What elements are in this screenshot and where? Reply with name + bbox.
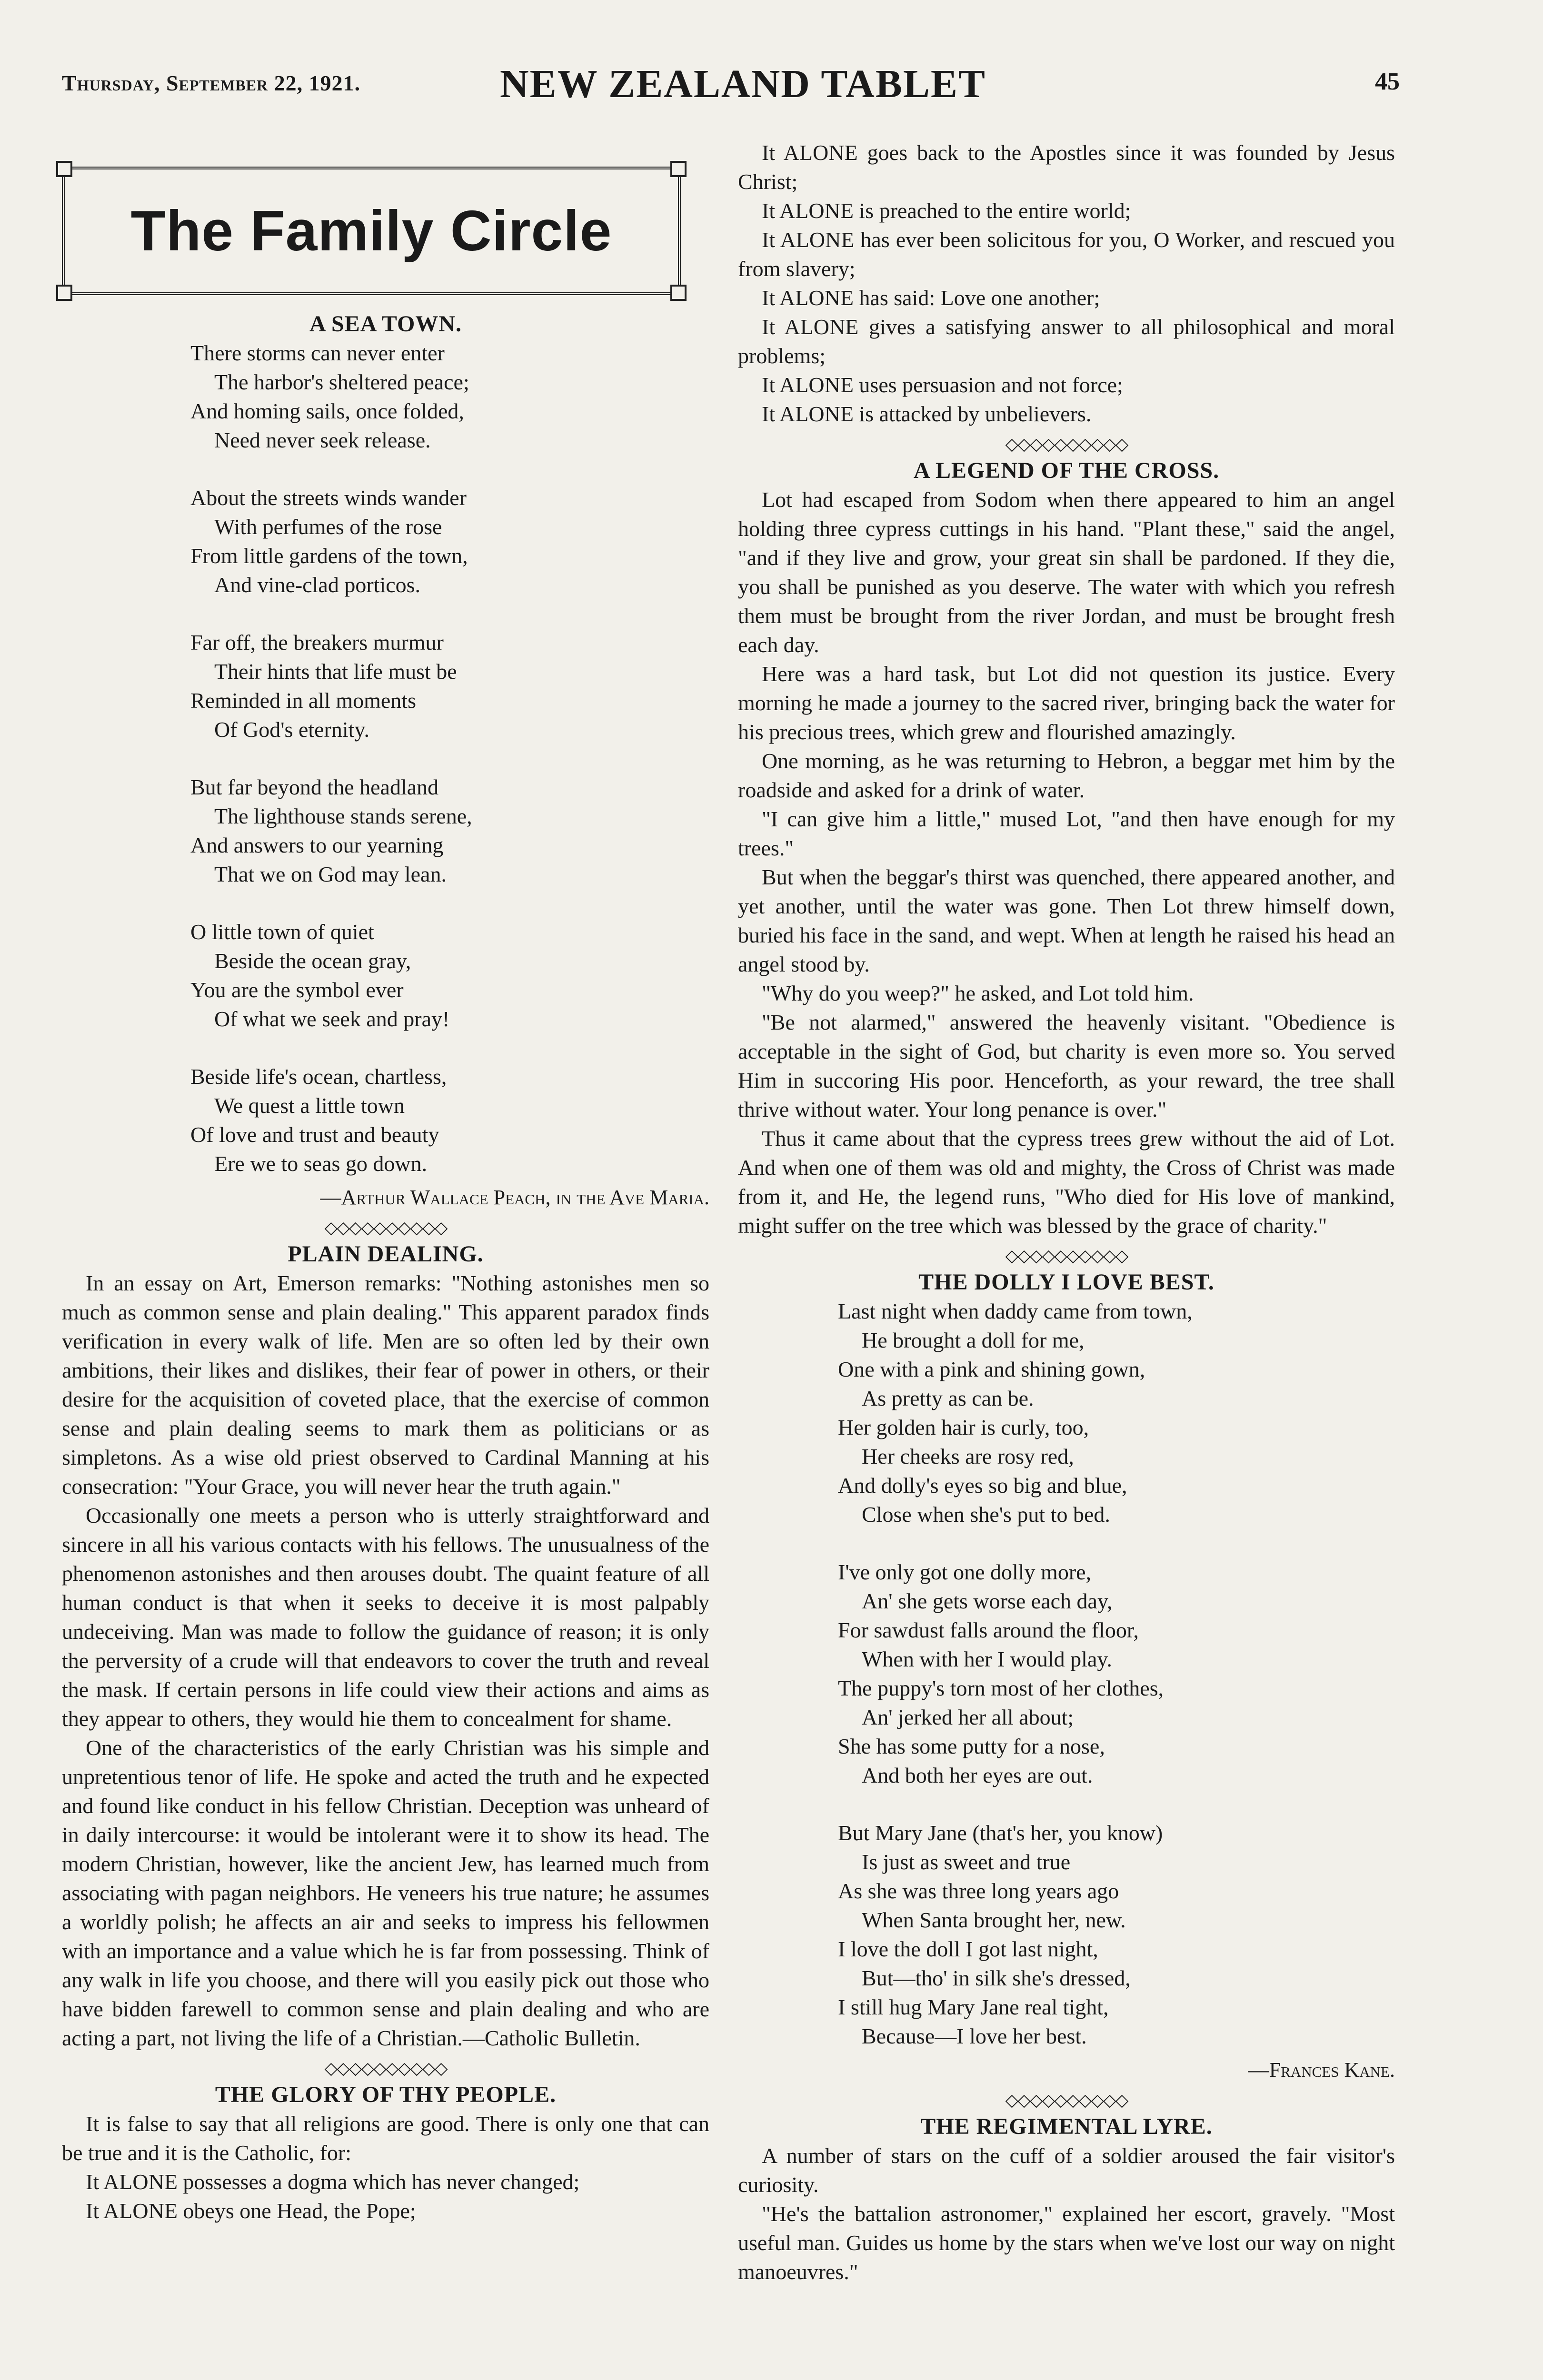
glory-list-item: It ALONE gives a satisfying answer to all philosophical and moral problems; xyxy=(738,315,1395,368)
poem-line: Her golden hair is curly, too, xyxy=(838,1415,1089,1439)
glory-intro: It is false to say that all religions are good. There is only one that can be true and it is the Catholic, for: xyxy=(62,2112,709,2165)
right-column xyxy=(738,138,1395,2286)
stanza xyxy=(838,1818,1395,2051)
paragraph: "Be not alarmed," answered the heavenly visitant. "Obedience is acceptable in the sight of God, but charity is even more so. You served Him in succoring His poor. Henceforth, as your reward, the tree shall thrive without water. Your long penance is over." xyxy=(738,1010,1395,1121)
poem-line: And homing sails, once folded, xyxy=(190,399,464,423)
glory-list-left xyxy=(62,2167,709,2225)
stanza xyxy=(190,773,709,889)
poem-line: From little gardens of the town, xyxy=(190,544,468,568)
poem-line: When with her I would play. xyxy=(862,1647,1112,1671)
article-title-lyre: THE REGIMENTAL LYRE. xyxy=(920,2114,1213,2139)
poem-line: I still hug Mary Jane real tight, xyxy=(838,1995,1109,2019)
poem-line: Because—I love her best. xyxy=(862,2024,1087,2048)
ornament-divider: ◇◇◇◇◇◇◇◇◇◇ xyxy=(1005,435,1128,454)
ornament-divider: ◇◇◇◇◇◇◇◇◇◇ xyxy=(1005,2091,1128,2110)
poem-line: With perfumes of the rose xyxy=(214,515,442,539)
stanza xyxy=(838,1557,1395,1790)
glory-list-item: It ALONE possesses a dogma which has never changed; xyxy=(86,2170,580,2194)
poem-attribution: —Frances Kane. xyxy=(1248,2058,1395,2082)
glory-list-item: It ALONE goes back to the Apostles since it was founded by Jesus Christ; xyxy=(738,140,1395,194)
glory-list-item: It ALONE obeys one Head, the Pope; xyxy=(86,2199,416,2223)
newspaper-title: NEW ZEALAND TABLET xyxy=(500,62,986,106)
poem-line: And vine-clad porticos. xyxy=(214,573,421,597)
glory-list-right xyxy=(738,138,1395,428)
glory-list-item: It ALONE has ever been solicitous for you, O Worker, and rescued you from slavery; xyxy=(738,228,1395,281)
poem-line: There storms can never enter xyxy=(190,341,445,365)
poem-attribution: —Arthur Wallace Peach, in the Ave Maria. xyxy=(320,1186,709,1209)
poem-line: Of what we seek and pray! xyxy=(214,1007,450,1031)
paragraph: Thus it came about that the cypress trees grew without the aid of Lot. And when one of them was old and mighty, the Cross of Christ was made from it, and He, the legend runs, "Who died for His love of mankind, might suffer on the tree which was blessed by the grace of charity." xyxy=(738,1126,1395,1238)
poem-line: And both her eyes are out. xyxy=(862,1763,1093,1787)
stanza xyxy=(838,1297,1395,1529)
poem-line: Last night when daddy came from town, xyxy=(838,1299,1193,1323)
poem-line: O little town of quiet xyxy=(190,920,374,944)
poem-line: The harbor's sheltered peace; xyxy=(214,370,469,394)
section-heading: The Family Circle xyxy=(130,199,612,263)
poem-line: Their hints that life must be xyxy=(214,659,457,684)
poem-title-dolly: THE DOLLY I LOVE BEST. xyxy=(918,1269,1214,1295)
poem-line: The puppy's torn most of her clothes, xyxy=(838,1676,1164,1700)
box-corner-ornament xyxy=(56,161,72,177)
poem-line: But—tho' in silk she's dressed, xyxy=(862,1966,1131,1990)
poem-line: For sawdust falls around the floor, xyxy=(838,1618,1139,1642)
paragraph: Here was a hard task, but Lot did not question its justice. Every morning he made a journey to the sacred river, bringing back the water for his precious trees, which grew and flourished amazingly. xyxy=(738,662,1395,744)
paragraph: Occasionally one meets a person who is utterly straightforward and sincere in all his various contacts with his fellows. The unusualness of the phenomenon astonishes and then arouses doubt. The quaint feature of all human conduct is that when it seeks to deceive it is most palpably undeceiving. Man was made to follow the guidance of reason; it is only the perversity of a crude will that endeavors to cover the truth and reveal the mask. If certain persons in life could view their actions and aims as they appear to others, they would hie them to concealment for shame. xyxy=(62,1503,709,1731)
box-corner-ornament xyxy=(670,161,687,177)
box-corner-ornament xyxy=(670,285,687,301)
poem-line: Close when she's put to bed. xyxy=(862,1502,1110,1527)
glory-list-item: It ALONE uses persuasion and not force; xyxy=(762,373,1123,397)
ornament-divider: ◇◇◇◇◇◇◇◇◇◇ xyxy=(324,2059,447,2078)
poem-sea-town xyxy=(62,338,709,1178)
page-number: 45 xyxy=(1375,68,1400,95)
poem-line: Ere we to seas go down. xyxy=(214,1151,428,1176)
poem-line: I love the doll I got last night, xyxy=(838,1937,1098,1961)
article-title-glory: THE GLORY OF THY PEOPLE. xyxy=(215,2082,557,2107)
glory-list-item: It ALONE has said: Love one another; xyxy=(762,286,1100,310)
poem-line: Far off, the breakers murmur xyxy=(190,630,444,654)
poem-line: As she was three long years ago xyxy=(838,1879,1119,1903)
ornament-divider: ◇◇◇◇◇◇◇◇◇◇ xyxy=(324,1218,447,1237)
poem-line: When Santa brought her, new. xyxy=(862,1908,1126,1932)
article-title-plain-dealing: PLAIN DEALING. xyxy=(288,1241,484,1267)
poem-line: As pretty as can be. xyxy=(862,1386,1034,1410)
section-heading-box xyxy=(62,167,681,295)
stanza xyxy=(190,338,709,455)
paragraph: But when the beggar's thirst was quenched, there appeared another, and yet another, until the water was gone. Then Lot threw himself down, buried his face in the sand, and wept. When at length he raised his head an angel stood by. xyxy=(738,865,1395,976)
stanza xyxy=(190,483,709,599)
poem-title-sea-town: A SEA TOWN. xyxy=(309,311,462,337)
poem-line: And answers to our yearning xyxy=(190,833,444,857)
ornament-divider: ◇◇◇◇◇◇◇◇◇◇ xyxy=(1005,1246,1128,1265)
stanza xyxy=(190,917,709,1033)
article-plain-dealing xyxy=(62,1269,709,2053)
article-title-legend: A LEGEND OF THE CROSS. xyxy=(913,458,1220,483)
poem-line: Of God's eternity. xyxy=(214,717,369,742)
poem-dolly xyxy=(738,1297,1395,2051)
article-lyre xyxy=(738,2141,1395,2286)
poem-line: Reminded in all moments xyxy=(190,688,416,713)
poem-line: He brought a doll for me, xyxy=(862,1328,1085,1352)
poem-line: An' she gets worse each day, xyxy=(862,1589,1113,1613)
poem-line: She has some putty for a nose, xyxy=(838,1734,1105,1758)
paragraph: "Why do you weep?" he asked, and Lot told him. xyxy=(762,981,1194,1005)
poem-line: Of love and trust and beauty xyxy=(190,1122,439,1147)
poem-line: Is just as sweet and true xyxy=(862,1850,1071,1874)
glory-list-item: It ALONE is attacked by unbelievers. xyxy=(762,402,1092,426)
box-corner-ornament xyxy=(56,285,72,301)
paragraph: Lot had escaped from Sodom when there appeared to him an angel holding three cypress cuttings in his hand. "Plant these," said the angel, "and if they live and grow, your great sin shall be pardoned. If they die, you shall be punished as you deserve. The water with which you refresh them must be brought from the river Jordan, and must be brought fresh each day. xyxy=(738,487,1395,657)
poem-line: Beside life's ocean, chartless, xyxy=(190,1064,447,1089)
paragraph: One of the characteristics of the early Christian was his simple and unpretentious tenor of life. He spoke and acted the truth and he expected and found like conduct in his fellow Christian. Deception was unheard of in daily intercourse: it would be intolerant were it to show its head. The modern Christian, however, like the ancient Jew, has learned much from associating with pagan neighbors. He veneers his true nature; he assumes a worldly polish; he affects an air and seeks to impress his fellowmen with an importance and a value which he is far from possessing. Think of any walk in life you choose, and there will you easily pick out those who have bidden farewell to common sense and plain dealing and who are acting a part, not living the life of a Christian.—Catholic Bulletin. xyxy=(62,1735,709,2050)
paragraph: In an essay on Art, Emerson remarks: "Nothing astonishes men so much as common sense and plain dealing." This apparent paradox finds verification in every walk of life. Men are so often led by their own ambitions, their likes and dislikes, their fear of power in others, or their desire for the acquisition of coveted place, that the exercise of common sense and plain dealing seems to mark them as politicians or as simpletons. As a wise old priest observed to Cardinal Manning at his consecration: "Your Grace, you will never hear the truth again." xyxy=(62,1271,709,1498)
paragraph: A number of stars on the cuff of a soldier aroused the fair visitor's curiosity. xyxy=(738,2143,1395,2197)
poem-line: But Mary Jane (that's her, you know) xyxy=(838,1821,1163,1845)
issue-date: Thursday, September 22, 1921. xyxy=(62,71,361,95)
poem-line: An' jerked her all about; xyxy=(862,1705,1074,1729)
poem-line: Beside the ocean gray, xyxy=(214,949,411,973)
poem-line: That we on God may lean. xyxy=(214,862,447,886)
paragraph: "He's the battalion astronomer," explained her escort, gravely. "Most useful man. Guides us home by the stars when we've lost our way on night manoeuvres." xyxy=(738,2202,1395,2284)
poem-line: I've only got one dolly more, xyxy=(838,1560,1092,1584)
poem-line: But far beyond the headland xyxy=(190,775,439,799)
poem-line: About the streets winds wander xyxy=(190,486,467,510)
left-column xyxy=(62,309,709,2225)
poem-line: We quest a little town xyxy=(214,1093,405,1118)
poem-line: Her cheeks are rosy red, xyxy=(862,1444,1074,1468)
poem-line: And dolly's eyes so big and blue, xyxy=(838,1473,1127,1497)
paragraph: "I can give him a little," mused Lot, "and then have enough for my trees." xyxy=(738,807,1395,860)
paragraph: One morning, as he was returning to Hebron, a beggar met him by the roadside and asked for a drink of water. xyxy=(738,749,1395,802)
glory-list-item: It ALONE is preached to the entire world; xyxy=(762,198,1131,223)
masthead xyxy=(62,61,1400,104)
poem-line: You are the symbol ever xyxy=(190,978,404,1002)
stanza xyxy=(190,628,709,744)
poem-line: Need never seek release. xyxy=(214,428,431,452)
poem-line: The lighthouse stands serene, xyxy=(214,804,472,828)
stanza xyxy=(190,1062,709,1178)
article-legend xyxy=(738,485,1395,1240)
poem-line: One with a pink and shining gown, xyxy=(838,1357,1145,1381)
